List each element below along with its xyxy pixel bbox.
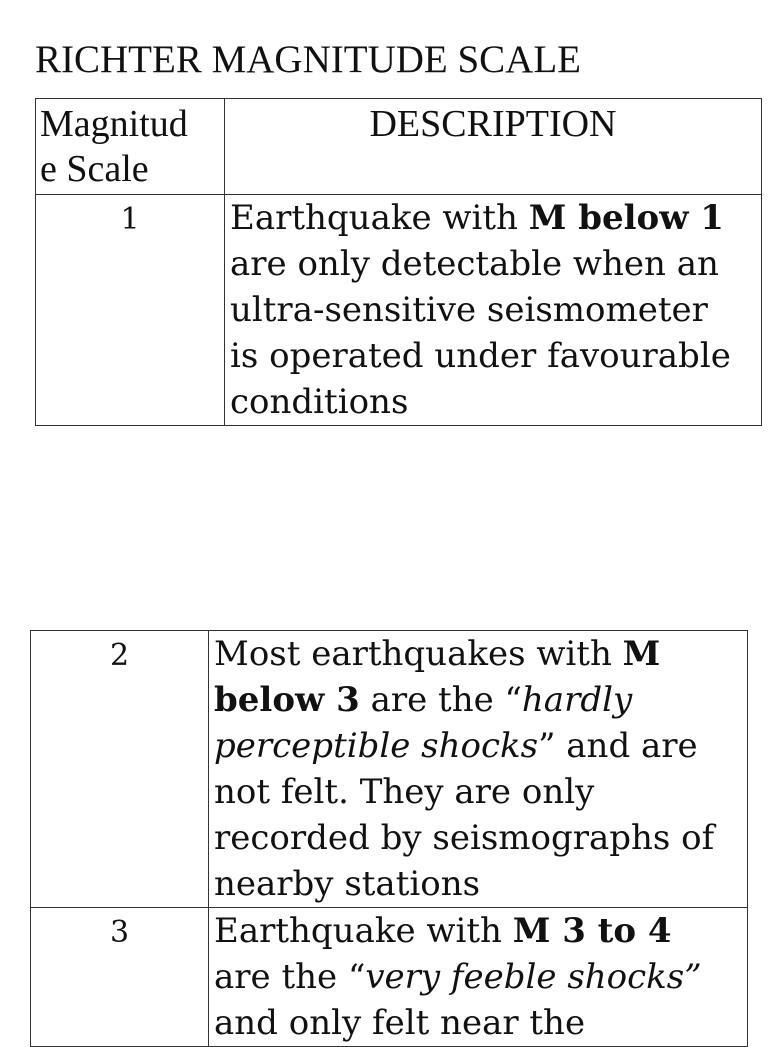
description-cell: [209, 908, 748, 1047]
description-bold-text: M: [622, 634, 661, 674]
description-line: recorded by seismographs of: [214, 818, 715, 858]
description-italic-text: hardly: [521, 680, 633, 720]
header-magnitude-cell: [36, 99, 225, 195]
description-cell: [209, 631, 748, 908]
description-line: and only felt near the: [214, 1003, 586, 1043]
richter-table-part-2: [30, 630, 748, 1047]
description-text: are the “: [214, 957, 366, 997]
description-italic-text: very feeble shocks”: [365, 957, 702, 997]
description-italic-text: perceptible shocks: [214, 726, 539, 766]
header-magnitude-line-2: e Scale: [40, 148, 149, 190]
header-magnitude-line-1: Magnitud: [40, 103, 188, 145]
richter-table-part-1: [35, 98, 762, 426]
description-line: [214, 954, 744, 1000]
description-bold-text: below 3: [214, 680, 360, 720]
page-title: RICHTER MAGNITUDE SCALE: [35, 38, 581, 81]
table-row: [31, 631, 748, 908]
description-line: [214, 723, 744, 769]
table-row: [36, 195, 762, 426]
magnitude-cell: 2: [31, 631, 209, 908]
description-text: Earthquake with: [230, 198, 529, 238]
description-bold-text: M 3 to 4: [512, 911, 672, 951]
description-cell: [225, 195, 762, 426]
description-line: [230, 195, 758, 241]
description-line: are only detectable when an: [230, 244, 719, 284]
description-line: nearby stations: [214, 864, 481, 904]
table-row: [31, 908, 748, 1047]
description-text: Most earthquakes with: [214, 634, 623, 674]
description-line: [214, 677, 744, 723]
description-text: Earthquake with: [214, 911, 513, 951]
description-line: [214, 631, 744, 677]
description-text: are the “: [359, 680, 522, 720]
description-line: [214, 908, 744, 954]
description-line: is operated under favourable: [230, 336, 731, 376]
description-line: conditions: [230, 382, 409, 422]
description-line: not felt. They are only: [214, 772, 595, 812]
header-description-cell: DESCRIPTION: [225, 99, 762, 195]
description-text: ” and are: [538, 726, 698, 766]
table-header-row: [36, 99, 762, 195]
description-bold-text: M below 1: [528, 198, 724, 238]
magnitude-cell: 3: [31, 908, 209, 1047]
magnitude-cell: 1: [36, 195, 225, 426]
description-line: ultra-sensitive seismometer: [230, 290, 708, 330]
